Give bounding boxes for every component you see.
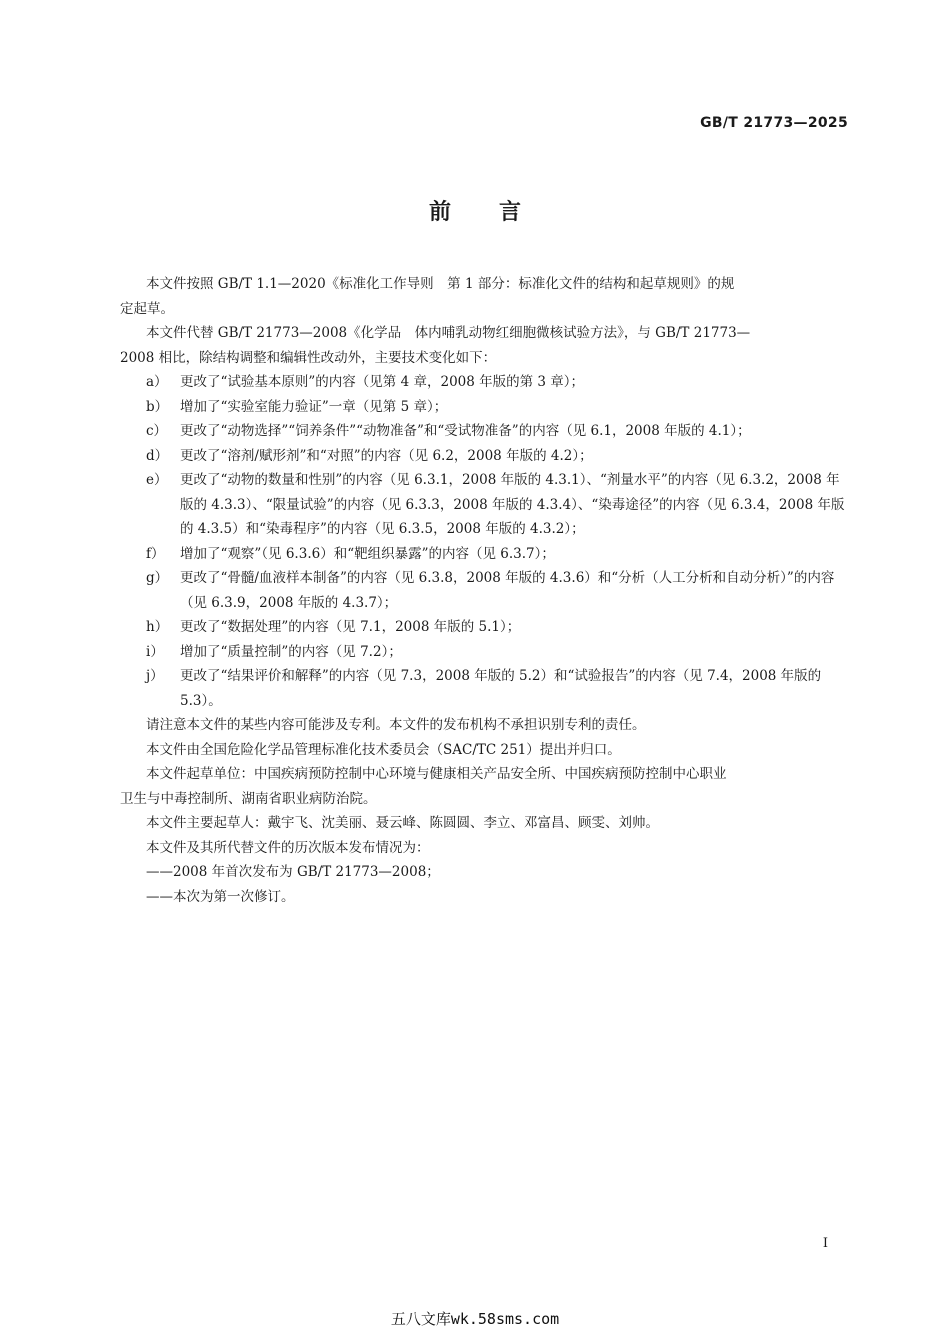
list-marker: j）	[146, 668, 164, 684]
list-marker: e）	[146, 472, 168, 488]
list-marker: d）	[146, 447, 169, 464]
list-marker: c）	[146, 423, 168, 439]
list-item	[146, 370, 850, 395]
list-item	[146, 468, 850, 542]
list-item	[146, 664, 850, 713]
proposer-note: 本文件由全国危险化学品管理标准化技术委员会（SAC/TC 251）提出并归口。	[146, 741, 621, 758]
changes-list	[146, 370, 850, 713]
paragraph-basis	[146, 272, 850, 297]
list-item	[146, 542, 850, 567]
list-marker: a）	[146, 374, 168, 390]
list-item	[146, 444, 850, 469]
list-text: 增加了“观察”（见 6.3.6）和“靶组织暴露”的内容（见 6.3.7）；	[180, 545, 555, 562]
list-text: 更改了“动物选择”“饲养条件”“动物准备”和“受试物准备”的内容（见 6.1，2008 年版的 4.1）；	[180, 423, 751, 439]
list-item	[146, 395, 850, 420]
list-text: 更改了“溶剂/赋形剂”和“对照”的内容（见 6.2，2008 年版的 4.2）；	[180, 447, 593, 464]
page-number: I	[822, 1236, 828, 1251]
list-item	[146, 615, 850, 640]
list-marker: h）	[146, 619, 169, 635]
patent-note: 请注意本文件的某些内容可能涉及专利。本文件的发布机构不承担识别专利的责任。	[146, 717, 646, 733]
paragraph-replaces-cont	[120, 346, 850, 371]
list-text: 更改了“数据处理”的内容（见 7.1，2008 年版的 5.1）；	[180, 619, 521, 635]
page-title: 前言	[428, 200, 569, 225]
list-item	[146, 640, 850, 665]
drafting-units-line2: 卫生与中毒控制所、湖南省职业病防治院。	[120, 790, 377, 807]
list-text: 更改了“试验基本原则”的内容（见第 4 章，2008 年版的第 3 章）；	[180, 374, 585, 390]
history-item: ——本次为第一次修订。	[146, 888, 295, 905]
paragraph-basis-cont	[120, 297, 850, 322]
list-item	[146, 566, 850, 615]
history-item: ——2008 年首次发布为 GB/T 21773—2008；	[146, 864, 440, 880]
paragraph-replaces-line1: 本文件代替 GB/T 21773—2008《化学品 体内哺乳动物红细胞微核试验方法》，与 GB/T 21773—	[146, 325, 751, 341]
list-text: 更改了“骨髓/血液样本制备”的内容（见 6.3.8，2008 年版的 4.3.6）和“分析（人工分析和自动分析）”的内容（见 6.3.9，2008 年版的 4.3.7）；	[180, 570, 835, 611]
paragraph-replaces	[146, 321, 850, 346]
paragraph-basis-line2: 定起草。	[120, 300, 174, 317]
paragraph-replaces-line2: 2008 相比，除结构调整和编辑性改动外，主要技术变化如下：	[120, 349, 497, 366]
foreword-body	[120, 272, 850, 909]
history-intro: 本文件及其所代替文件的历次版本发布情况为：	[146, 839, 430, 856]
list-text: 增加了“质量控制”的内容（见 7.2）；	[180, 643, 402, 660]
paragraph-basis-line1: 本文件按照 GB/T 1.1—2020《标准化工作导则 第 1 部分：标准化文件的结构和起草规则》的规	[146, 276, 735, 292]
list-text: 增加了“实验室能力验证”一章（见第 5 章）；	[180, 398, 448, 415]
list-marker: g）	[146, 570, 169, 586]
list-item	[146, 419, 850, 444]
drafting-units-line1: 本文件起草单位：中国疾病预防控制中心环境与健康相关产品安全所、中国疾病预防控制中心职业	[146, 766, 727, 782]
list-marker: f）	[146, 545, 165, 562]
list-marker: i）	[146, 643, 164, 660]
list-text: 更改了“结果评价和解释”的内容（见 7.3，2008 年版的 5.2）和“试验报告”的内容（见 7.4，2008 年版的 5.3）。	[180, 668, 822, 709]
standard-code: GB/T 21773—2025	[700, 115, 848, 131]
list-marker: b）	[146, 398, 169, 415]
drafters-note: 本文件主要起草人：戴宇飞、沈美丽、聂云峰、陈圆圆、李立、邓富昌、顾雯、刘帅。	[146, 815, 659, 831]
list-text: 更改了“动物的数量和性别”的内容（见 6.3.1，2008 年版的 4.3.1）、“剂量水平”的内容（见 6.3.2，2008 年版的 4.3.3）、“限量试验”的内容（见 6.3.3，2008 年版的 4.3.4）、“染毒途径”的内容（见 6.3.4，2008 年版的 4.3.5）和“染毒程序”的内容（见 6.3.5，2008 年版的 4.3.2）；	[180, 472, 845, 537]
site-watermark: 五八文库wk.58sms.com	[390, 1310, 560, 1328]
